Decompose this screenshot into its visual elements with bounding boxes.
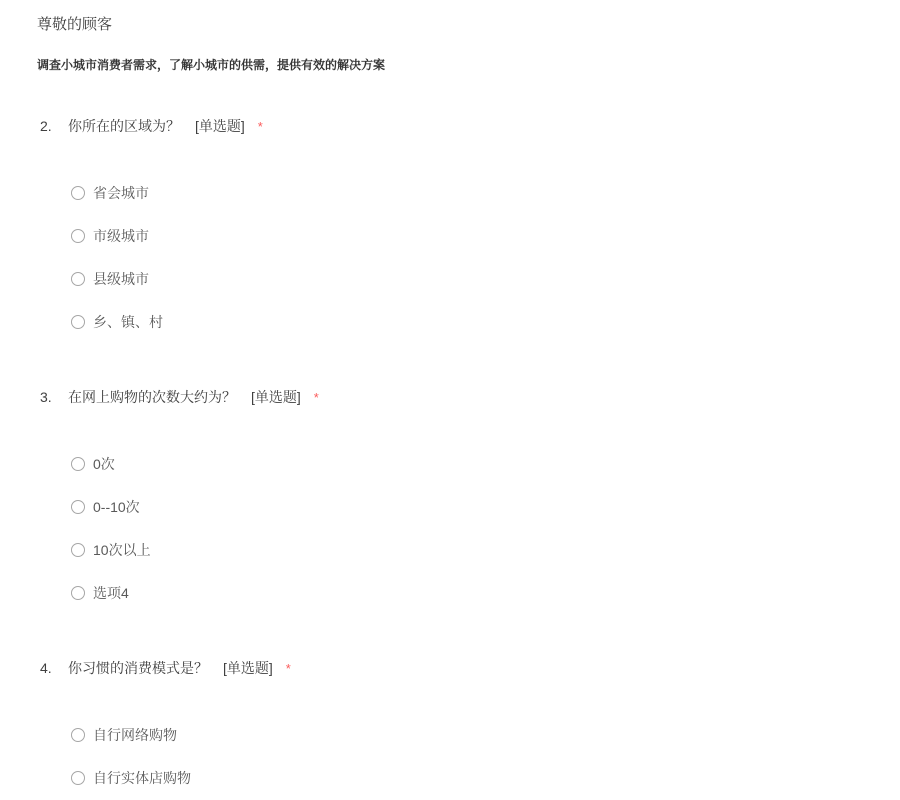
question-type-tag: [单选题] — [195, 118, 245, 134]
radio-button-icon[interactable] — [71, 186, 85, 200]
question-text: 你习惯的消费模式是？ — [68, 660, 208, 676]
required-asterisk: * — [257, 119, 263, 134]
option-label[interactable]: 乡、镇、村 — [93, 313, 163, 330]
required-asterisk: * — [285, 661, 291, 676]
question-2 — [37, 117, 880, 343]
question-number: 2. — [40, 118, 52, 134]
question-4 — [37, 659, 880, 799]
option-label[interactable]: 省会城市 — [93, 184, 149, 201]
option-label[interactable]: 10次以上 — [93, 541, 151, 558]
radio-option[interactable] — [71, 528, 880, 571]
option-label[interactable]: 自行实体店购物 — [93, 769, 191, 786]
radio-button-icon[interactable] — [71, 500, 85, 514]
radio-button-icon[interactable] — [71, 586, 85, 600]
radio-option[interactable] — [71, 756, 880, 799]
radio-button-icon[interactable] — [71, 728, 85, 742]
question-2-options — [40, 171, 880, 343]
option-label[interactable]: 自行网络购物 — [93, 726, 177, 743]
question-text: 你所在的区域为？ — [68, 118, 180, 134]
radio-option[interactable] — [71, 571, 880, 614]
survey-title: 尊敬的顾客 — [37, 16, 113, 33]
question-type-tag: [单选题] — [223, 660, 273, 676]
question-3 — [37, 388, 880, 614]
radio-button-icon[interactable] — [71, 272, 85, 286]
question-number: 3. — [40, 389, 52, 405]
required-asterisk: * — [313, 390, 319, 405]
option-label[interactable]: 市级城市 — [93, 227, 149, 244]
option-label[interactable]: 0次 — [93, 455, 115, 472]
radio-button-icon[interactable] — [71, 771, 85, 785]
radio-button-icon[interactable] — [71, 543, 85, 557]
question-text: 在网上购物的次数大约为？ — [68, 389, 236, 405]
question-4-options — [40, 713, 880, 799]
question-4-title — [40, 659, 880, 678]
option-label[interactable]: 0--10次 — [93, 498, 140, 515]
question-3-options — [40, 442, 880, 614]
question-number: 4. — [40, 660, 52, 676]
radio-button-icon[interactable] — [71, 457, 85, 471]
radio-button-icon[interactable] — [71, 315, 85, 329]
radio-option[interactable] — [71, 442, 880, 485]
radio-button-icon[interactable] — [71, 229, 85, 243]
option-label[interactable]: 选项4 — [93, 584, 129, 601]
question-type-tag: [单选题] — [251, 389, 301, 405]
question-2-title — [40, 117, 880, 136]
radio-option[interactable] — [71, 171, 880, 214]
radio-option[interactable] — [71, 300, 880, 343]
survey-description: 调查小城市消费者需求，了解小城市的供需，提供有效的解决方案 — [37, 58, 386, 72]
radio-option[interactable] — [71, 485, 880, 528]
radio-option[interactable] — [71, 214, 880, 257]
option-label[interactable]: 县级城市 — [93, 270, 149, 287]
radio-option[interactable] — [71, 257, 880, 300]
question-3-title — [40, 388, 880, 407]
radio-option[interactable] — [71, 713, 880, 756]
